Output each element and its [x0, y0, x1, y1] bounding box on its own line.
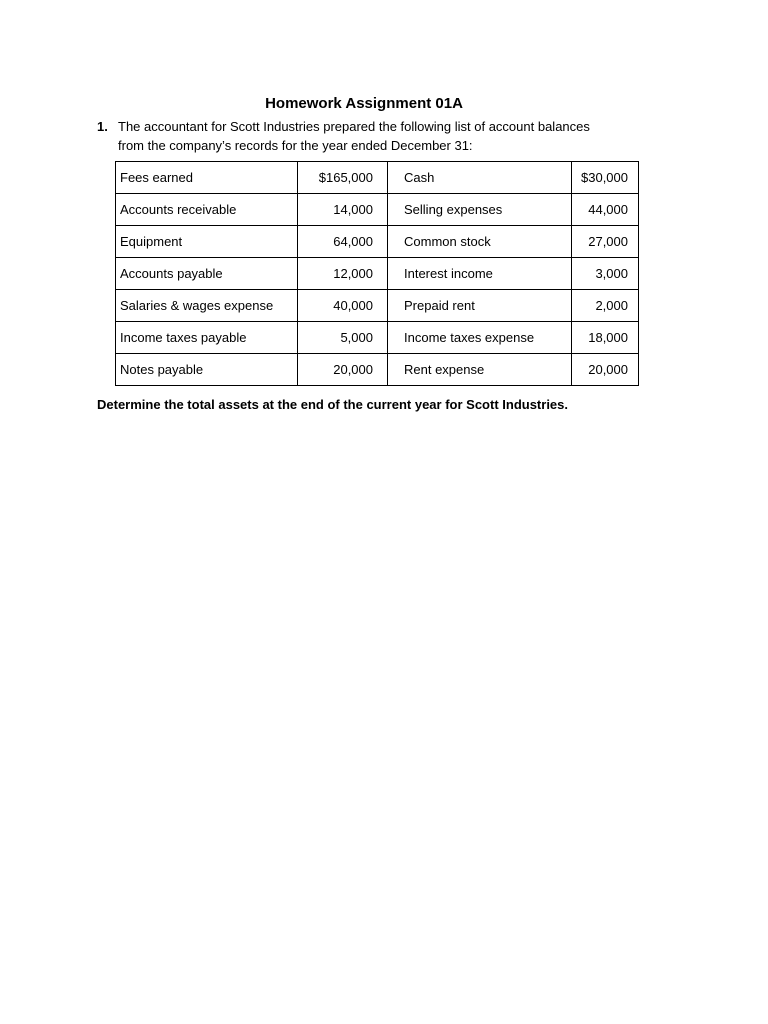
account-name: Salaries & wages expense: [116, 290, 298, 322]
account-amount: 44,000: [572, 194, 639, 226]
account-name: Accounts receivable: [116, 194, 298, 226]
question-number: 1.: [97, 119, 108, 134]
account-name: Equipment: [116, 226, 298, 258]
question: [97, 117, 657, 155]
table-row: [116, 322, 639, 354]
account-name: Prepaid rent: [388, 290, 572, 322]
table-row: [116, 290, 639, 322]
account-amount: 14,000: [298, 194, 388, 226]
account-amount: $30,000: [572, 162, 639, 194]
question-text-line-1: The accountant for Scott Industries prepared the following list of account balances: [118, 119, 590, 134]
account-name: Notes payable: [116, 354, 298, 386]
account-name: Income taxes payable: [116, 322, 298, 354]
account-amount: 12,000: [298, 258, 388, 290]
account-amount: 40,000: [298, 290, 388, 322]
question-text: [118, 117, 657, 155]
account-amount: 3,000: [572, 258, 639, 290]
table-row: [116, 354, 639, 386]
account-amount: 5,000: [298, 322, 388, 354]
table-row: [116, 226, 639, 258]
account-name: Selling expenses: [388, 194, 572, 226]
question-text-line-2: from the company’s records for the year ended December 31:: [118, 138, 473, 153]
account-amount: 2,000: [572, 290, 639, 322]
account-amount: 18,000: [572, 322, 639, 354]
table-row: [116, 162, 639, 194]
account-name: Income taxes expense: [388, 322, 572, 354]
table-row: [116, 194, 639, 226]
account-amount: 64,000: [298, 226, 388, 258]
page-title: Homework Assignment 01A: [265, 95, 463, 112]
account-name: Common stock: [388, 226, 572, 258]
table-row: [116, 258, 639, 290]
account-name: Accounts payable: [116, 258, 298, 290]
account-amount: 27,000: [572, 226, 639, 258]
account-name: Rent expense: [388, 354, 572, 386]
account-amount: 20,000: [298, 354, 388, 386]
instruction-text: Determine the total assets at the end of the current year for Scott Industries.: [97, 397, 568, 412]
account-balances-table: [115, 161, 639, 386]
account-name: Interest income: [388, 258, 572, 290]
account-amount: $165,000: [298, 162, 388, 194]
account-amount: 20,000: [572, 354, 639, 386]
account-name: Cash: [388, 162, 572, 194]
account-name: Fees earned: [116, 162, 298, 194]
